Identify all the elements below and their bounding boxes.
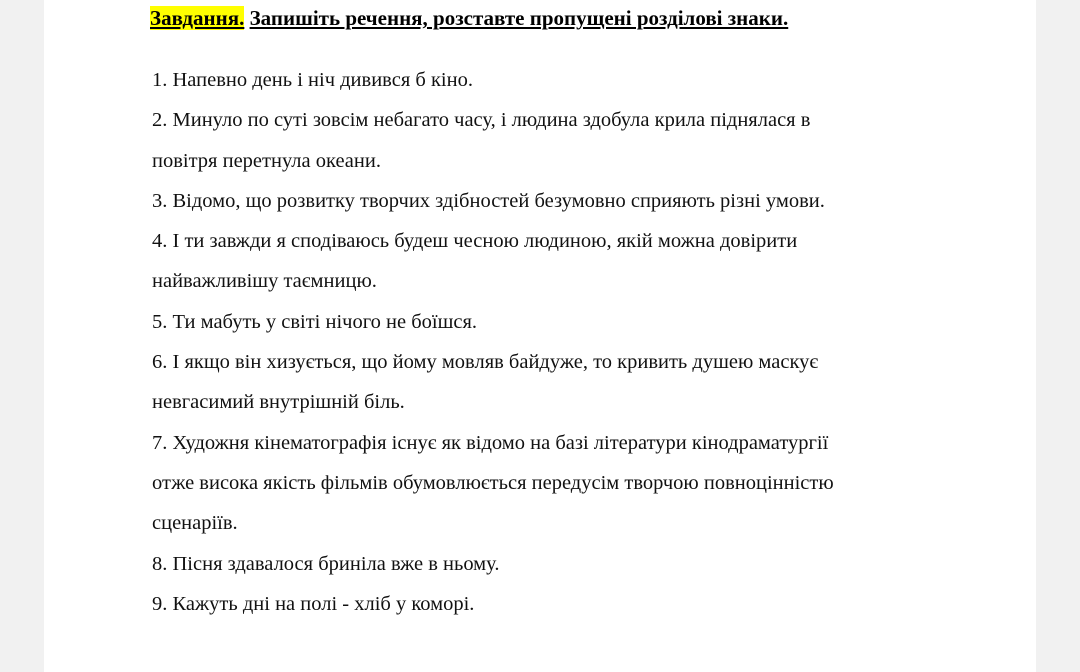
text-line: 7. Художня кінематографія існує як відомо на базі літератури кінодраматургії [152, 431, 829, 454]
text-line: отже висока якість фільмів обумовлюється передусім творчою повноцінністю [152, 471, 834, 494]
task-instruction: Запишіть речення, розставте пропущені розділові знаки. [249, 6, 789, 30]
text-line: 1. Напевно день і ніч дивився б кіно. [152, 69, 473, 91]
task-label: Завдання. [150, 6, 245, 30]
document-page [44, 0, 1036, 672]
task-heading [150, 6, 788, 31]
text-line: повітря перетнула океани. [152, 149, 381, 172]
text-line: 9. Кажуть дні на полі - хліб у коморі. [152, 592, 475, 615]
text-line: 2. Минуло по суті зовсім небагато часу, і людина здобула крила піднялася в [152, 109, 811, 132]
sentence-list [152, 60, 992, 624]
text-line: 5. Ти мабуть у світі нічого не боїшся. [152, 310, 478, 333]
text-line: 6. І якщо він хизується, що йому мовляв байдуже, то кривить душею маскує [152, 351, 819, 374]
text-line: сценаріїв. [152, 512, 238, 535]
text-line: невгасимий внутрішній біль. [152, 391, 405, 414]
text-line: найважливішу таємницю. [152, 270, 377, 293]
text-line: 8. Пісня здавалося бриніла вже в ньому. [152, 552, 500, 575]
text-line: 3. Відомо, що розвитку творчих здібностей безумовно сприяють різні умови. [152, 189, 825, 212]
text-line: 4. І ти завжди я сподіваюсь будеш чесною людиною, якій можна довірити [152, 230, 798, 253]
